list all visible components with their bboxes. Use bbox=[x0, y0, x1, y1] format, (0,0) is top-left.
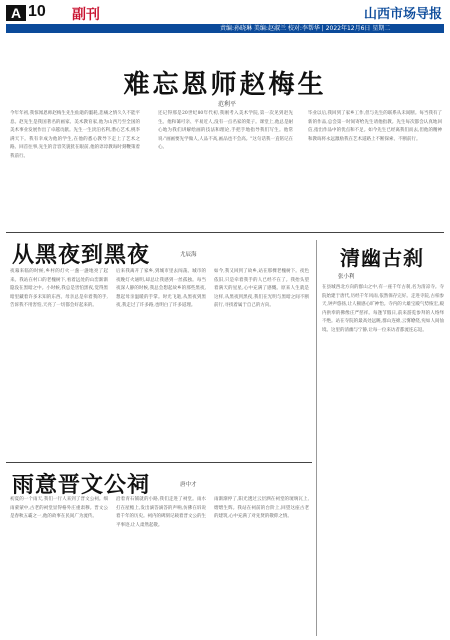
article-title: 从黑夜到黑夜 bbox=[12, 243, 151, 268]
article-author: 张小利 bbox=[338, 274, 355, 280]
article-title: 清幽古刹 bbox=[340, 246, 424, 270]
editor-credits: 责编:孙晓琳 美编:赵淑兰 校对:李帮华 | 2022年12月6日 星期二 bbox=[220, 25, 391, 32]
section-divider bbox=[6, 232, 444, 233]
article-author: 唐中才 bbox=[180, 482, 197, 488]
article-column: 今年年初,我惊闻恩师赵梅生先生仙逝的噩耗,悲痛之情久久不能平息。赵先生是我国著名的画家、美术教育家,他为山西乃至全国的美术事业发展作出了卓越贡献。先生一生淡泊名利,潜心艺术,桃李满天下。我有幸成为他的学生,在他的悉心教导下走上了艺术之路。回首往事,先生的音容笑貌犹在眼前,他的谆谆教诲时刻鞭策着我前行。 bbox=[10, 111, 140, 159]
article-column: 毕业以后,我回到了家乡工作,但与先生的联系从未间断。每当我有了新的作品,总会第一时间寄给先生请他指教。先生每次都会认真地回信,指出作品中的优点和不足。如今先生已经离我们而去,但他的精神和教诲将永远激励我在艺术道路上不断探索、不断前行。 bbox=[308, 111, 442, 142]
article-author: 尤辰海 bbox=[180, 252, 197, 258]
article-column: 还记得那是20世纪80年代初,我刚考入美术学院,第一次见到赵先生。他和蔼可亲、平易近人,没有一点名家的架子。课堂上,他总是耐心地为我们讲解绘画的技法和理论,手把手地指导我们写生。他常说:"画画要先学做人,人品不高,画品也不会高。"这句话我一直铭记在心。 bbox=[158, 111, 293, 151]
article-body: 在县城西北方向的群山之中,有一座千年古刹,名为清凉寺。寺院始建于唐代,历经千年风雨,依然保存完好。走进寺院,古柏参天,钟声悠扬,让人顿感心旷神怡。寺内的大雄宝殿气势恢宏,殿内供奉的佛像庄严慈祥。每逢节假日,前来游览参拜的人络绎不绝。站在寺院的最高处远眺,群山连绵,云雾缭绕,宛如人间仙境。这里的清幽与宁静,让每一位来访者都流连忘返。 bbox=[322, 285, 444, 333]
article-column: 沿着青石铺就的小路,我们走进了祠堂。雨水打在屋檐上,发出滴答滴答的声响,仿佛在诉说着千年的历史。祠内的碑刻记载着晋文公的生平事迹,让人肃然起敬。 bbox=[116, 497, 206, 528]
page-letter: A bbox=[6, 5, 26, 21]
article-column: 如今,我又回到了故乡,站在那棵老槐树下。夜色依旧,只是牵着我手的人已经不在了。我抬头望着满天的星星,心中充满了感慨。原来人生就是这样,从黑夜到黑夜,我们在光明与黑暗之间不断前行,寻找着属于自己的方向。 bbox=[214, 269, 309, 309]
article-title: 雨意晋文公祠 bbox=[12, 473, 151, 498]
column-divider bbox=[316, 240, 317, 636]
newspaper-masthead: 山西市场导报 bbox=[363, 7, 442, 22]
article-column: 后来我离开了家乡,到城市里去闯荡。城市的夜晚灯火通明,却总让我感到一丝孤独。每当夜深人静的时候,我总会想起故乡的那些黑夜,想起母亲温暖的手掌。时光飞逝,从黑夜到黑夜,我走过了许多路,也明白了许多道理。 bbox=[116, 269, 206, 309]
page-number: 10 bbox=[28, 3, 46, 20]
article-column: 雨渐渐停了,阳光透过云层洒在祠堂的琉璃瓦上,熠熠生辉。我站在祠前的台阶上,回望这座古老的建筑,心中充满了对先贤的敬仰之情。 bbox=[214, 497, 309, 520]
section-divider bbox=[6, 462, 312, 463]
article-author: 范利平 bbox=[218, 101, 237, 108]
section-title: 副刊 bbox=[72, 7, 100, 23]
article-title: 难忘恩师赵梅生 bbox=[123, 70, 327, 100]
article-column: 夜幕来临的时候,乡村的灯火一盏一盏地亮了起来。我站在村口的老槐树下,看着远处的山峦渐渐隐没在黑暗之中。小时候,我总是害怕黑夜,觉得黑暗里藏着许多未知的东西。母亲总是牵着我的手,告诉我不用害怕,天亮了一切都会好起来的。 bbox=[10, 269, 108, 309]
article-column: 初夏的一个雨天,我们一行人来到了晋文公祠。细雨蒙蒙中,古老的祠堂显得格外庄重肃穆。晋文公是春秋五霸之一,他的故事在民间广为流传。 bbox=[10, 497, 108, 520]
